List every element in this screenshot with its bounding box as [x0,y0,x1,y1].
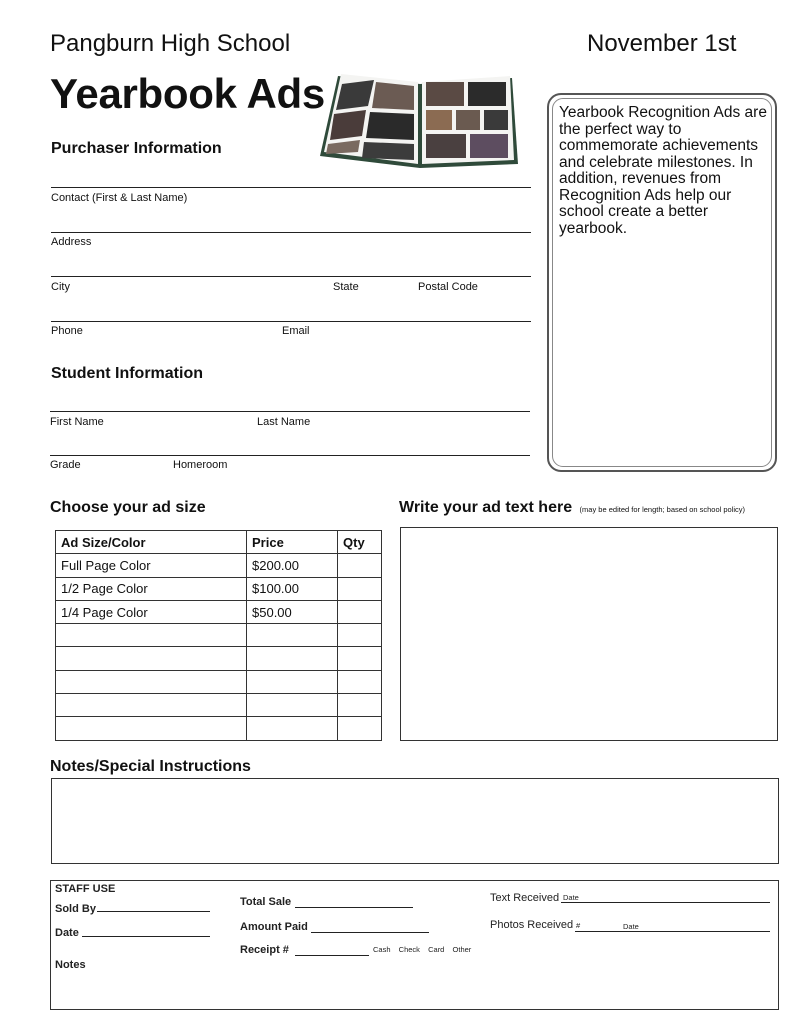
col-ad-size: Ad Size/Color [56,531,247,554]
table-row [56,670,382,693]
city-label: City [51,281,70,293]
table-row [56,717,382,740]
contact-line[interactable] [51,187,531,188]
price-cell[interactable] [247,647,338,670]
notes-area[interactable] [51,778,779,864]
school-name: Pangburn High School [50,30,291,57]
price-cell: $100.00 [247,577,338,600]
qty-cell[interactable] [338,600,382,623]
student-heading: Student Information [51,365,203,382]
amount-paid-label: Amount Paid [240,921,308,933]
ad-size-table [55,530,382,741]
address-label: Address [51,236,92,248]
ad-size-cell[interactable] [56,647,247,670]
contact-label: Contact (First & Last Name) [51,192,188,204]
table-row [56,647,382,670]
ad-size-cell[interactable] [56,694,247,717]
ad-text-heading-row [399,499,745,517]
phone-label: Phone [51,325,83,337]
qty-cell[interactable] [338,554,382,577]
qty-cell[interactable] [338,670,382,693]
phone-email-line[interactable] [51,321,531,322]
promo-text: Yearbook Recognition Ads are the perfect way to commemorate achievements and celebrate milestones. In addition, revenues from Recognition Ads help our school create a better yearbook. [559,104,767,237]
table-row [56,554,382,577]
price-cell[interactable] [247,624,338,647]
state-label: State [333,281,359,293]
notes-heading: Notes/Special Instructions [50,758,251,775]
amount-paid-line[interactable] [311,932,429,933]
staff-use-heading: STAFF USE [55,883,116,895]
table-row [56,694,382,717]
price-cell[interactable] [247,670,338,693]
first-name-label: First Name [50,416,104,428]
yearbook-photo-icon [316,70,521,180]
sold-by-line[interactable] [97,911,210,912]
price-cell[interactable] [247,694,338,717]
ad-size-cell: 1/4 Page Color [56,600,247,623]
col-qty: Qty [338,531,382,554]
email-label: Email [282,325,310,337]
postal-code-label: Postal Code [418,281,478,293]
ad-size-cell[interactable] [56,624,247,647]
homeroom-label: Homeroom [173,459,228,471]
photos-received-label: Photos Received [490,919,574,931]
page-title: Yearbook Ads [50,70,325,117]
sold-by-label: Sold By [55,903,96,915]
total-sale-line[interactable] [295,907,413,908]
table-row [56,600,382,623]
table-row [56,577,382,600]
table-row [56,624,382,647]
purchaser-heading: Purchaser Information [51,140,222,157]
price-cell[interactable] [247,717,338,740]
grade-label: Grade [50,459,81,471]
ad-size-cell: 1/2 Page Color [56,577,247,600]
text-received-date-label: Date [563,893,579,902]
photos-hash-label: # [576,921,581,930]
table-header-row [56,531,382,554]
qty-cell[interactable] [338,647,382,670]
staff-date-label: Date [55,927,79,939]
text-received-line[interactable] [561,902,770,903]
form-date: November 1st [587,30,737,57]
staff-date-line[interactable] [82,936,210,937]
ad-text-area[interactable] [400,527,778,741]
ad-size-cell: Full Page Color [56,554,247,577]
last-name-label: Last Name [257,416,311,428]
staff-notes-label: Notes [55,959,86,971]
photos-received-line[interactable] [575,931,770,932]
ad-size-heading: Choose your ad size [50,499,206,516]
address-line[interactable] [51,232,531,233]
qty-cell[interactable] [338,577,382,600]
receipt-line[interactable] [295,955,369,956]
receipt-label: Receipt # [240,944,289,956]
ad-size-cell[interactable] [56,717,247,740]
payment-methods: Cash Check Card Other [373,945,472,954]
student-name-line[interactable] [50,411,530,412]
city-state-postal-line[interactable] [51,276,531,277]
qty-cell[interactable] [338,717,382,740]
promo-box [547,93,777,472]
grade-homeroom-line[interactable] [50,455,530,456]
ad-text-note: (may be edited for length; based on school policy) [579,505,746,514]
price-cell: $200.00 [247,554,338,577]
qty-cell[interactable] [338,694,382,717]
ad-text-heading: Write your ad text here [399,499,573,516]
price-cell: $50.00 [247,600,338,623]
total-sale-label: Total Sale [240,896,292,908]
photos-date-label: Date [623,922,639,931]
qty-cell[interactable] [338,624,382,647]
col-price: Price [247,531,338,554]
text-received-label: Text Received [490,892,560,904]
ad-size-cell[interactable] [56,670,247,693]
